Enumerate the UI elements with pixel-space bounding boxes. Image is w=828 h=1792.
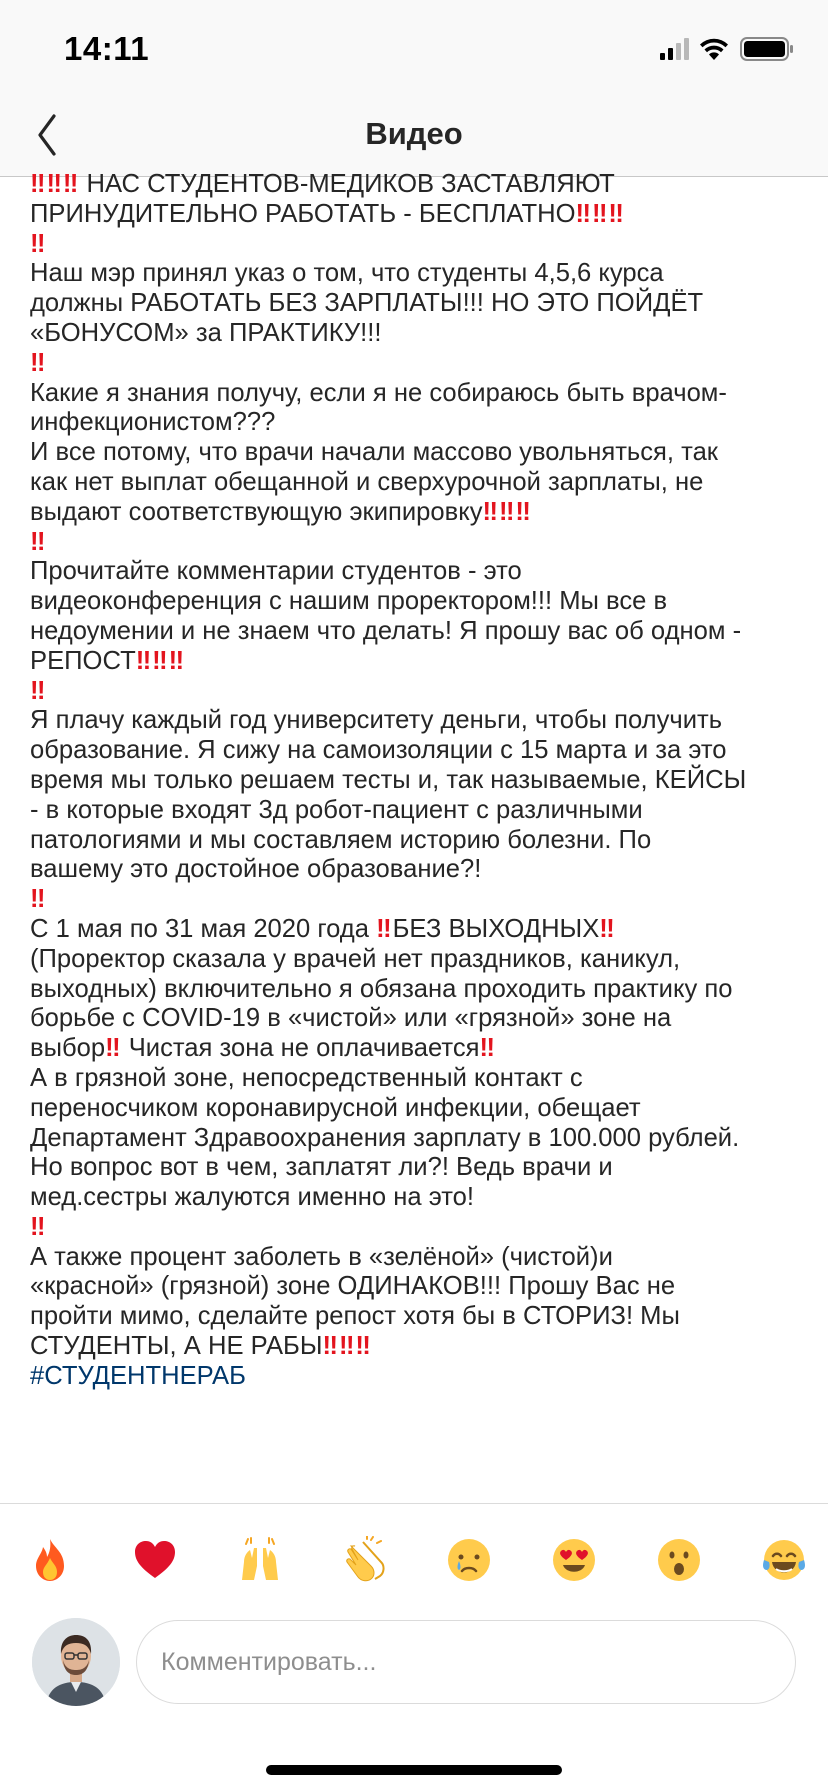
double-exclamation-icon: ‼‼‼ [322,1332,372,1361]
double-exclamation-icon: ‼ [376,914,393,943]
reaction-heart-button[interactable] [127,1532,183,1588]
home-indicator [266,1765,562,1775]
reaction-tears-of-joy-button[interactable] [756,1532,812,1588]
double-exclamation-icon: ‼ [599,914,616,943]
status-time: 14:11 [64,30,150,67]
comment-field[interactable] [136,1620,796,1704]
reaction-surprised-button[interactable] [651,1532,707,1588]
caption-line: «красной» (грязной) зоне ОДИНАКОВ!!! Прошу Вас не [30,1272,676,1301]
caption-line: пройти мимо, сделайте репост хотя бы в СТОРИЗ! Мы [30,1302,680,1331]
battery-icon [741,38,793,60]
caption-line: Но вопрос вот в чем, заплатят ли?! Ведь врачи и [30,1153,613,1182]
caption-line: переносчиком коронавирусной инфекции, обещает [30,1093,641,1122]
caption-line: А также процент заболеть в «зелёной» (чистой)и [30,1242,613,1271]
caption-line: патологиями и мы составляем историю болезни. По [30,825,652,854]
caption-line: мед.сестры жалуются именно на это! [30,1183,475,1212]
caption-line: недоумении и не знаем что делать! Я прошу вас об одном - [30,616,742,645]
double-exclamation-icon: ‼ [30,885,47,914]
double-exclamation-icon: ‼ [30,348,47,377]
caption-line [30,349,800,379]
heart-icon [131,1536,179,1584]
caption-line: Я плачу каждый год университету деньги, чтобы получить [30,706,723,735]
post-caption [30,170,800,1486]
reaction-clapping-button[interactable] [337,1532,393,1588]
caption-line: - в которые входят 3д робот-пациент с различными [30,795,643,824]
status-bar [0,0,828,98]
double-exclamation-icon: ‼ [479,1034,496,1063]
clapping-hands-icon [341,1536,389,1584]
caption-line: время мы только решаем тесты и, так называемые, КЕЙСЫ [30,765,747,794]
fire-icon [26,1536,74,1584]
double-exclamation-icon: ‼‼‼ [135,646,186,675]
caption-line: выбор‼ Чистая зона не оплачивается‼ [30,1034,496,1063]
caption-line [30,1213,800,1243]
caption-line: Прочитайте комментарии студентов - это [30,557,522,586]
double-exclamation-icon: ‼‼‼ [575,199,625,228]
caption-line: как нет выплат обещанной и сверхурочной зарплаты, не [30,467,704,496]
reaction-raised-hands-button[interactable] [232,1532,288,1588]
caption-line: вашему это достойное образование?! [30,855,482,884]
caption-line: ПРИНУДИТЕЛЬНО РАБОТАТЬ - БЕСПЛАТНО‼‼‼ [30,199,625,228]
caption-line: А в грязной зоне, непосредственный контакт с [30,1063,583,1092]
caption-line: (Проректор сказала у врачей нет праздников, каникул, [30,944,681,973]
caption-line [30,885,800,915]
caption-line: ‼‼‼ НАС СТУДЕНТОВ-МЕДИКОВ ЗАСТАВЛЯЮТ [30,170,615,198]
caption-line: «БОНУСОМ» за ПРАКТИКУ!!! [30,318,382,347]
caption-line [30,230,800,260]
wifi-icon [700,39,728,60]
reaction-crying-button[interactable] [441,1532,497,1588]
caption-line: С 1 мая по 31 мая 2020 года ‼БЕЗ ВЫХОДНЫХ‼ [30,914,616,943]
nav-bar [0,98,828,177]
cellular-signal-icon [660,38,689,60]
caption-line: И все потому, что врачи начали массово увольняться, так [30,438,719,467]
caption-line: борьбе с COVID-19 в «чистой» или «грязной» зоне на [30,1004,672,1033]
double-exclamation-icon: ‼ [30,1212,47,1241]
status-icons [658,36,798,62]
caption-line: Наш мэр принял указ о том, что студенты 4,5,6 курса [30,259,664,288]
caption-line: выдают соответствующую экипировку‼‼‼ [30,497,532,526]
caption-line: Какие я знания получу, если я не собираюсь быть врачом- [30,378,727,407]
caption-line: видеоконференция с нашим проректором!!! Мы все в [30,587,668,616]
caption-line: РЕПОСТ‼‼‼ [30,646,186,675]
hashtag-link[interactable]: #СТУДЕНТНЕРАБ [30,1361,246,1390]
heart-eyes-icon [550,1536,598,1584]
double-exclamation-icon: ‼‼‼ [30,170,80,198]
quick-reactions-bar [22,1530,812,1590]
double-exclamation-icon: ‼ [30,527,47,556]
caption-line: СТУДЕНТЫ, А НЕ РАБЫ‼‼‼ [30,1332,372,1361]
double-exclamation-icon: ‼ [105,1034,122,1063]
reaction-heart-eyes-button[interactable] [546,1532,602,1588]
tears-of-joy-icon [760,1536,808,1584]
comment-input[interactable] [137,1621,795,1703]
double-exclamation-icon: ‼ [30,676,47,705]
crying-face-icon [445,1536,493,1584]
caption-line [30,677,800,707]
double-exclamation-icon: ‼‼‼ [482,497,532,526]
caption-line [30,528,800,558]
surprised-face-icon [655,1536,703,1584]
divider [0,1503,828,1504]
avatar[interactable] [32,1618,120,1706]
user-avatar-image [32,1618,120,1706]
caption-line: образование. Я сижу на самоизоляции с 15 марта и за это [30,736,727,765]
caption-line: должны РАБОТАТЬ БЕЗ ЗАРПЛАТЫ!!! НО ЭТО ПОЙДЁТ [30,289,704,318]
caption-line: инфекционистом??? [30,408,276,437]
caption-line: выходных) включительно я обязана проходить практику по [30,974,733,1003]
double-exclamation-icon: ‼ [30,229,47,258]
caption-line: Департамент Здравоохранения зарплату в 100.000 рублей. [30,1123,740,1152]
page-title: Видео [365,116,463,151]
raised-hands-icon [236,1536,284,1584]
reaction-fire-button[interactable] [22,1532,78,1588]
